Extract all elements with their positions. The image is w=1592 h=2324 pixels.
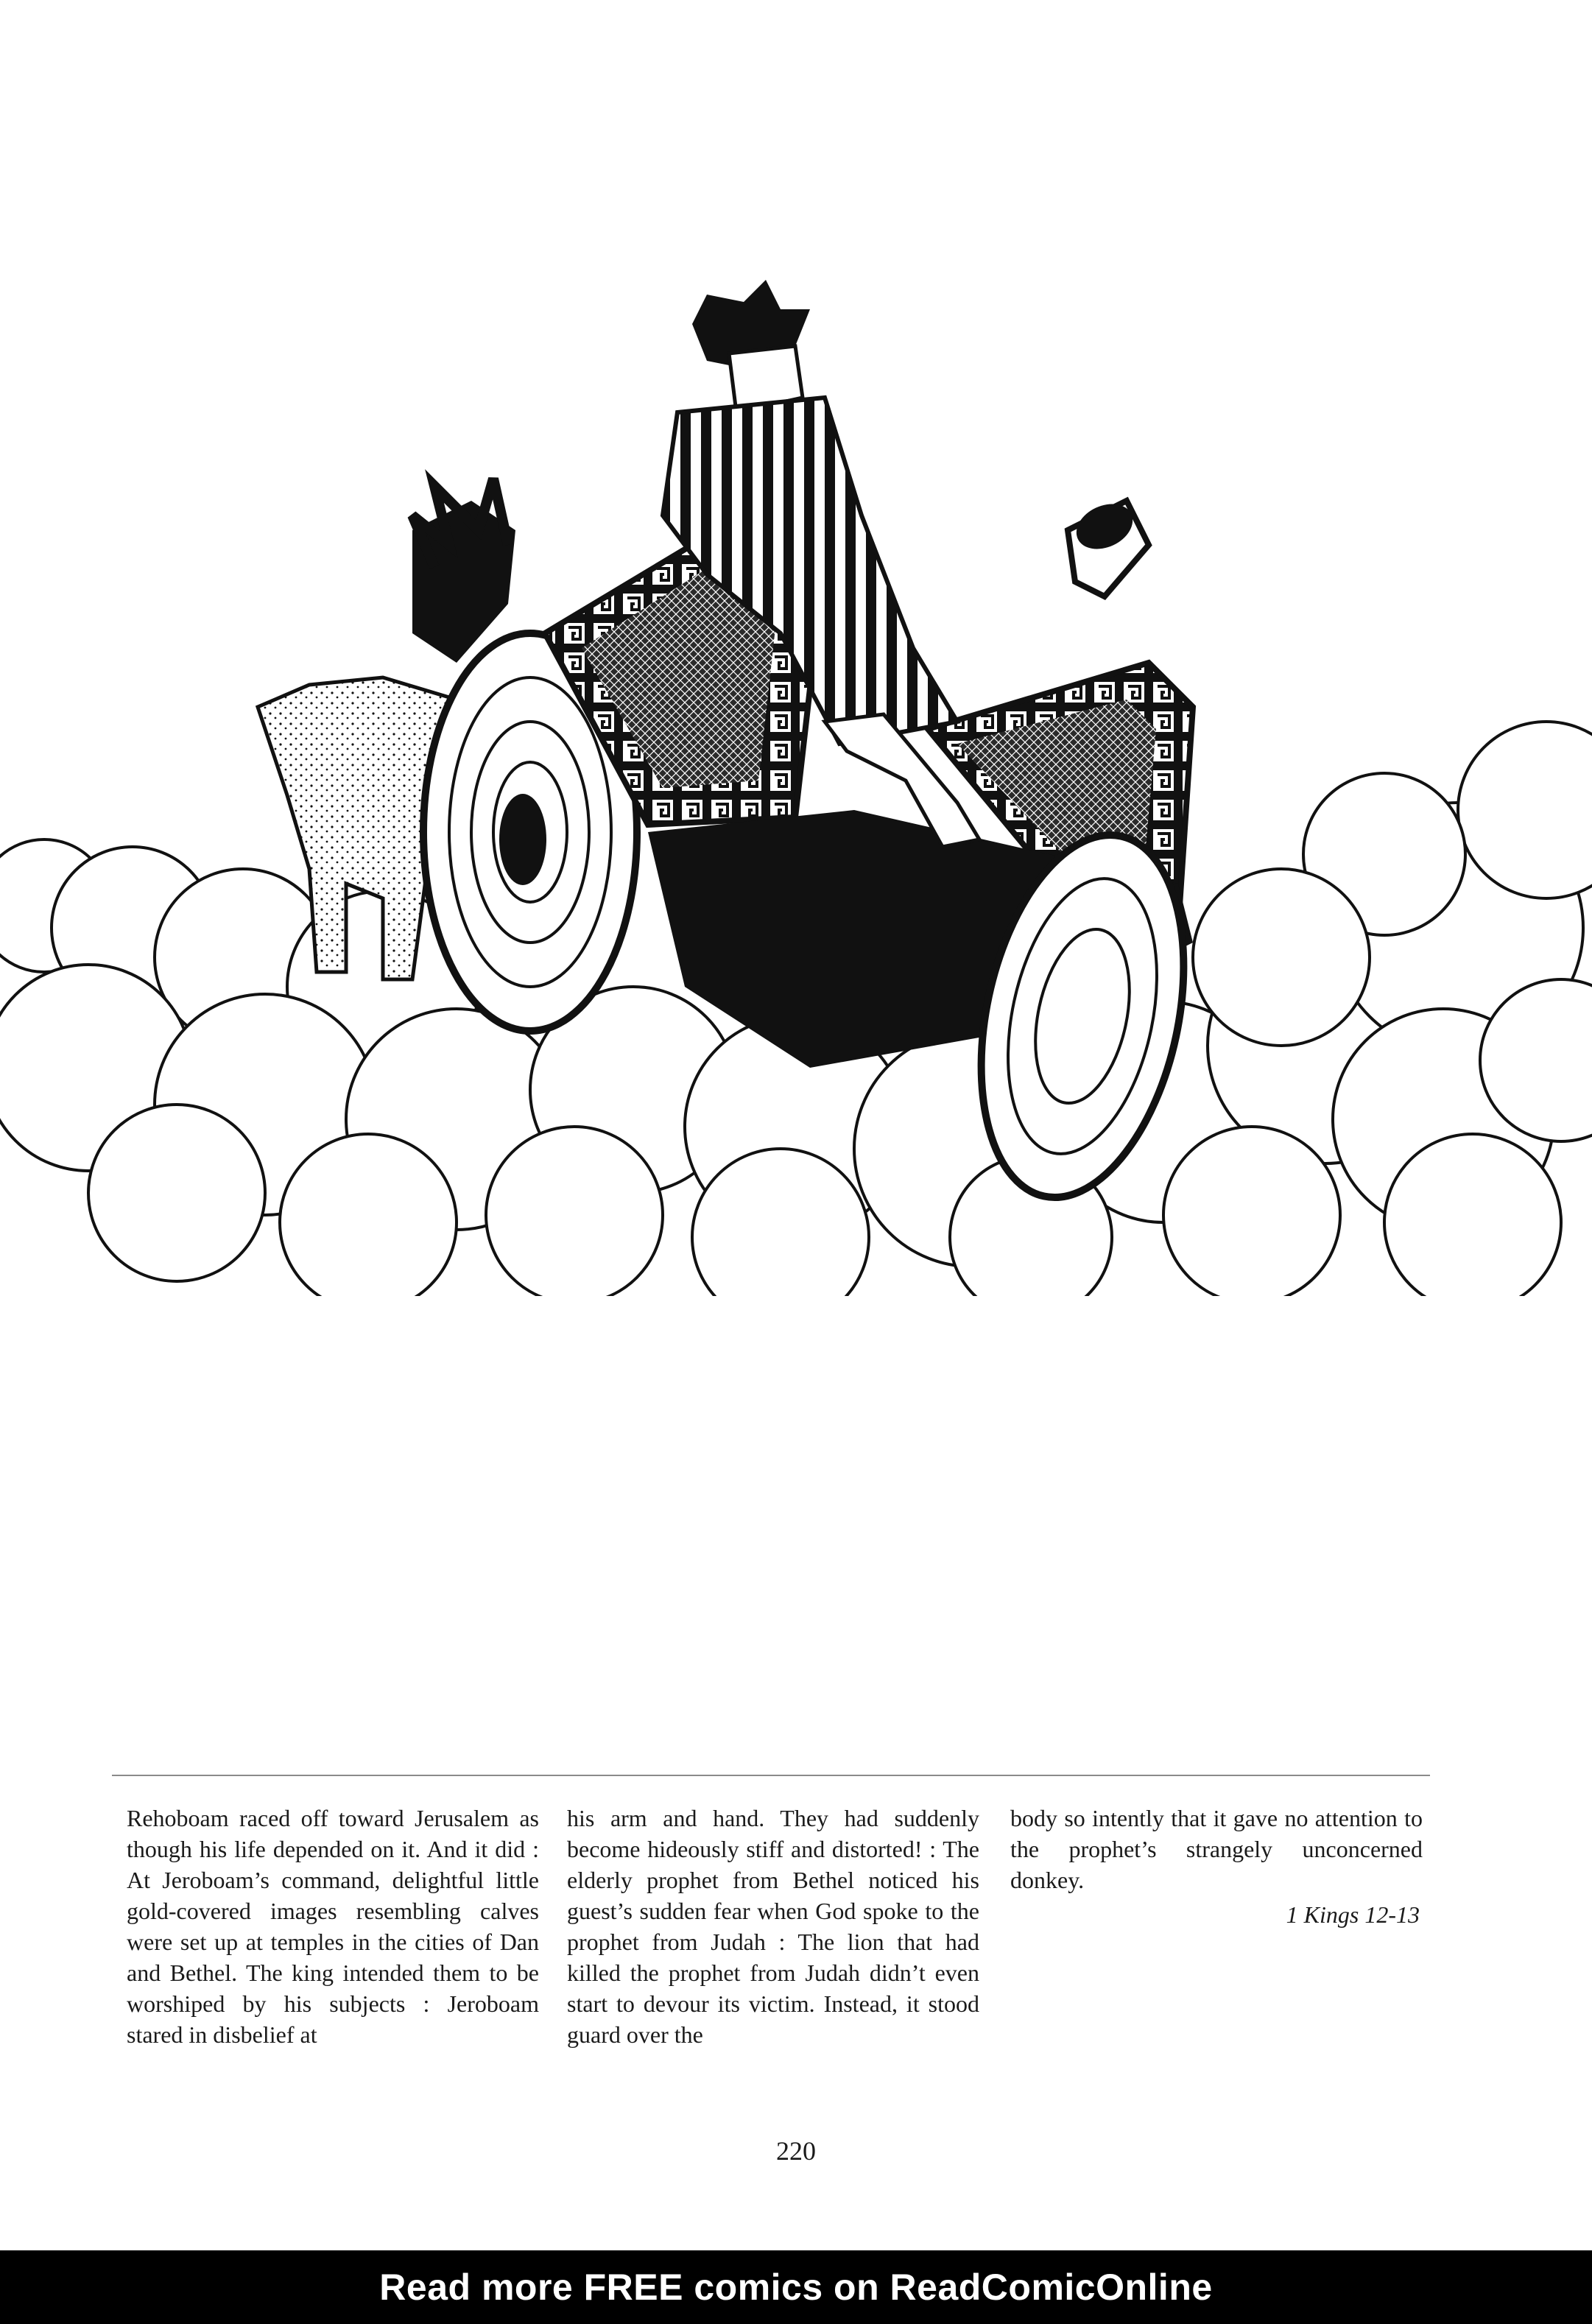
flying-cup	[1068, 496, 1149, 596]
chariot-illustration	[0, 280, 1592, 1296]
text-column-2: his arm and hand. They had suddenly become hideously stiff and distorted! : The elderly prophet from Bethel noticed his guest’s sudden fear when God spoke to the prophet from Judah : The lion that had killed the prophet from Judah didn’t even start to devour its victim. Instead, it stood guard over the	[567, 1805, 979, 2048]
divider-rule	[112, 1775, 1430, 1776]
page-number: 220	[776, 2136, 816, 2166]
scripture-reference: 1 Kings 12-13	[1286, 1901, 1420, 1928]
promo-banner-text[interactable]: Read more FREE comics on ReadComicOnline	[379, 2267, 1213, 2308]
promo-banner[interactable]	[0, 2250, 1592, 2324]
text-column-3: body so intently that it gave no attention to the prophet’s strangely unconcerned donkey.	[1010, 1805, 1423, 1893]
text-column-1: Rehoboam raced off toward Jerusalem as though his life depended on it. And it did : At Jeroboam’s command, delightful little gold-covered images resembling calves were set up at temples in the cities of Dan and Bethel. The king intended them to be worshiped by his subjects : Jeroboam stared in disbelief at	[127, 1805, 539, 2048]
